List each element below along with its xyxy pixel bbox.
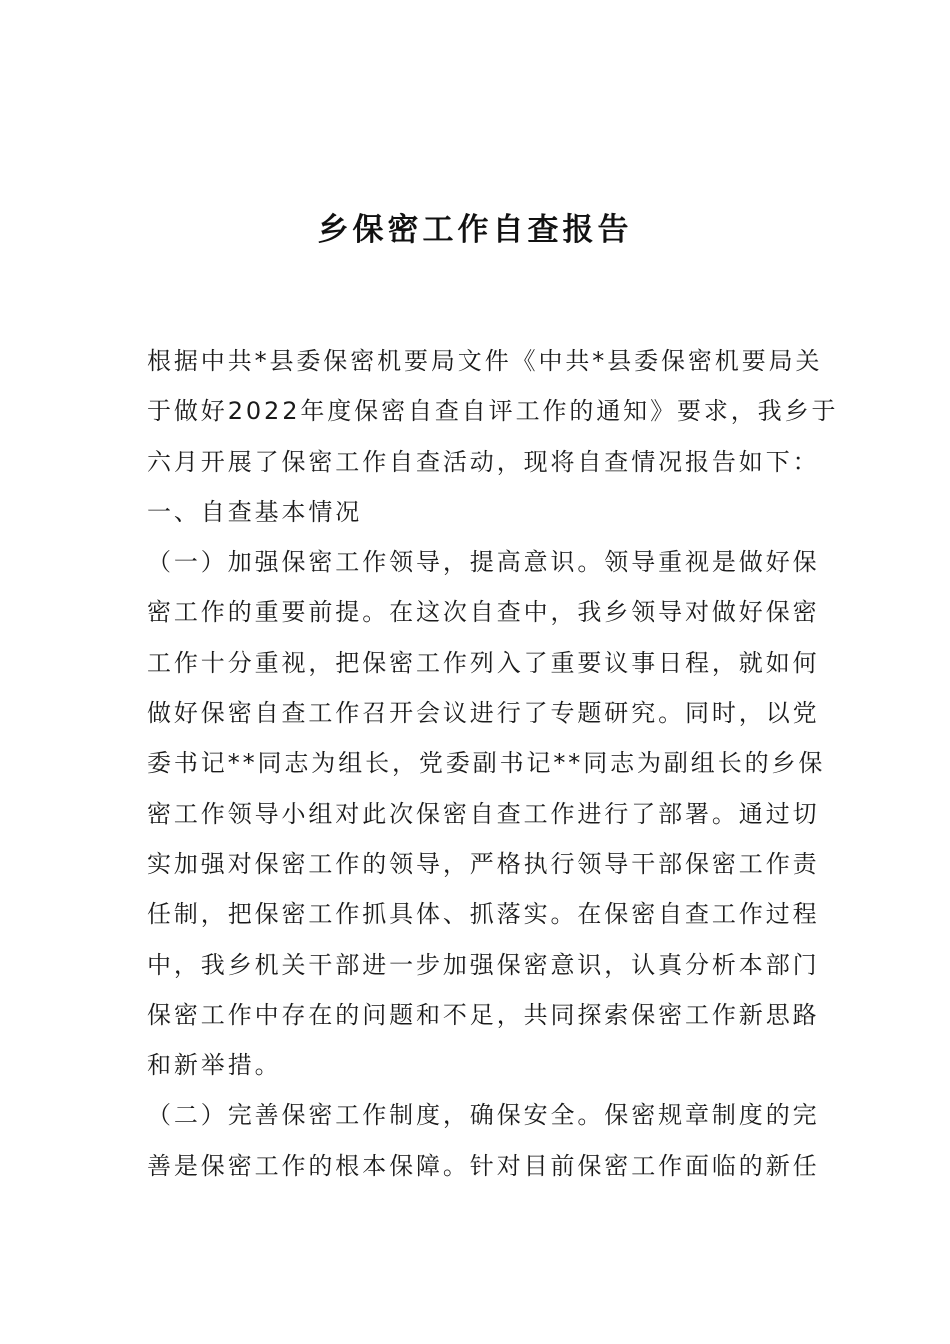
subsection-1-line-11: 和新举措。 [147, 1051, 282, 1080]
intro-line-2: 于做好2022年度保密自查自评工作的通知》要求，我乡于 [147, 397, 839, 426]
subsection-1-line-7: 实加强对保密工作的领导，严格执行领导干部保密工作责 [147, 849, 820, 878]
subsection-1-line-2: 密工作的重要前提。在这次自查中，我乡领导对做好保密 [147, 598, 820, 627]
subsection-1-line-3: 工作十分重视，把保密工作列入了重要议事日程，就如何 [147, 648, 820, 677]
subsection-2-line-1: （二）完善保密工作制度，确保安全。保密规章制度的完 [147, 1101, 820, 1130]
subsection-2-line-2: 善是保密工作的根本保障。针对目前保密工作面临的新任 [147, 1151, 820, 1180]
subsection-1-line-6: 密工作领导小组对此次保密自查工作进行了部署。通过切 [147, 799, 820, 828]
intro-line-1: 根据中共*县委保密机要局文件《中共*县委保密机要局关 [147, 347, 823, 375]
intro-line-3: 六月开展了保密工作自查活动，现将自查情况报告如下： [147, 447, 820, 476]
section-heading-1: 一、自查基本情况 [147, 497, 363, 526]
subsection-1-line-9: 中，我乡机关干部进一步加强保密意识，认真分析本部门 [147, 950, 820, 979]
subsection-1-line-1: （一）加强保密工作领导，提高意识。领导重视是做好保 [147, 548, 820, 577]
subsection-1-line-8: 任制，把保密工作抓具体、抓落实。在保密自查工作过程 [147, 900, 820, 929]
subsection-1-line-10: 保密工作中存在的问题和不足，共同探索保密工作新思路 [147, 1000, 820, 1029]
document-title: 乡保密工作自查报告 [317, 212, 633, 248]
subsection-1-line-4: 做好保密自查工作召开会议进行了专题研究。同时，以党 [147, 699, 820, 728]
subsection-1-line-5: 委书记**同志为组长，党委副书记**同志为副组长的乡保 [147, 749, 826, 778]
document-body [147, 336, 839, 1191]
